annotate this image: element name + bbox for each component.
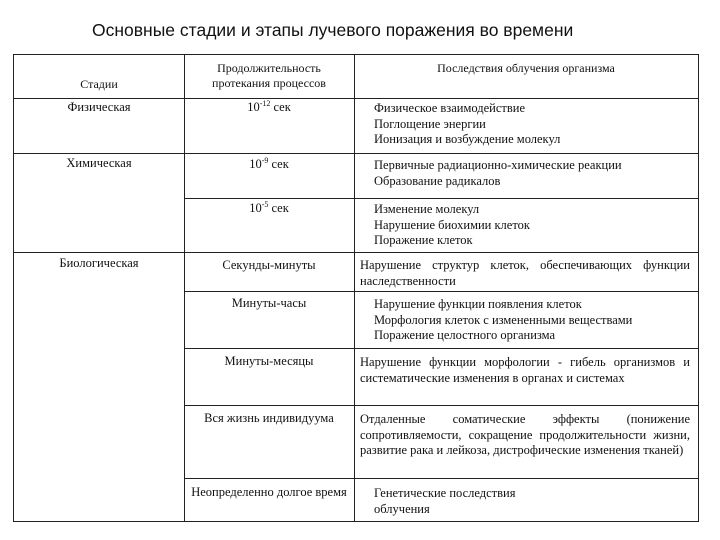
effects-cell: Нарушение структур клеток, обеспечивающих функции наследственности — [360, 258, 690, 288]
row-divider — [14, 153, 698, 154]
row-divider — [184, 348, 698, 349]
duration-cell: $10^{-9}$ сек — [249, 155, 289, 171]
stage-physical: Физическая — [67, 100, 131, 114]
effects-cell: Первичные радиационно-химические реакции Образование радикалов — [374, 158, 622, 188]
row-divider — [184, 405, 698, 406]
effects-cell: Отдаленные соматические эффекты (понижение сопротивляемости, сокращение продолжительности жизни, развитие рака и лейкоза, дистрофические изменения тканей) — [360, 412, 690, 457]
header-stage: Стадии — [80, 77, 118, 91]
stage-chemical: Химическая — [66, 156, 132, 170]
effects-cell: Изменение молекул Нарушение биохимии клеток Поражение клеток — [374, 202, 530, 247]
stage-biological: Биологическая — [59, 256, 139, 270]
row-divider — [184, 198, 698, 199]
page-title: Основные стадии и этапы лучевого поражения во времени — [92, 20, 574, 40]
duration-cell: Неопределенно долгое время — [191, 485, 347, 499]
header-duration: Продолжительность протекания процессов — [212, 61, 326, 90]
stages-table — [13, 54, 699, 522]
column-divider — [184, 55, 185, 521]
duration-cell: Минуты-часы — [231, 296, 307, 310]
header-divider — [14, 98, 698, 99]
effects-cell: Генетические последствия облучения — [374, 486, 516, 516]
duration-cell: Минуты-месяцы — [224, 354, 314, 368]
duration-cell: $10^{-12}$ сек — [247, 98, 291, 114]
duration-cell: Секунды-минуты — [222, 258, 316, 272]
duration-cell: Вся жизнь индивидуума — [204, 411, 334, 425]
effects-cell: Нарушение функции появления клеток Морфология клеток с измененными веществами Поражение целостного организма — [374, 297, 633, 342]
effects-cell: Нарушение функции морфологии - гибель организмов и систематические изменения в органах и системах — [360, 355, 690, 385]
effects-cell: Физическое взаимодействие Поглощение энергии Ионизация и возбуждение молекул — [374, 101, 561, 146]
row-divider — [184, 478, 698, 479]
row-divider — [14, 252, 698, 253]
row-divider — [184, 291, 698, 292]
duration-cell: $10^{-5}$ сек — [249, 199, 289, 215]
header-effects: Последствия облучения организма — [437, 61, 615, 75]
column-divider — [354, 55, 355, 521]
